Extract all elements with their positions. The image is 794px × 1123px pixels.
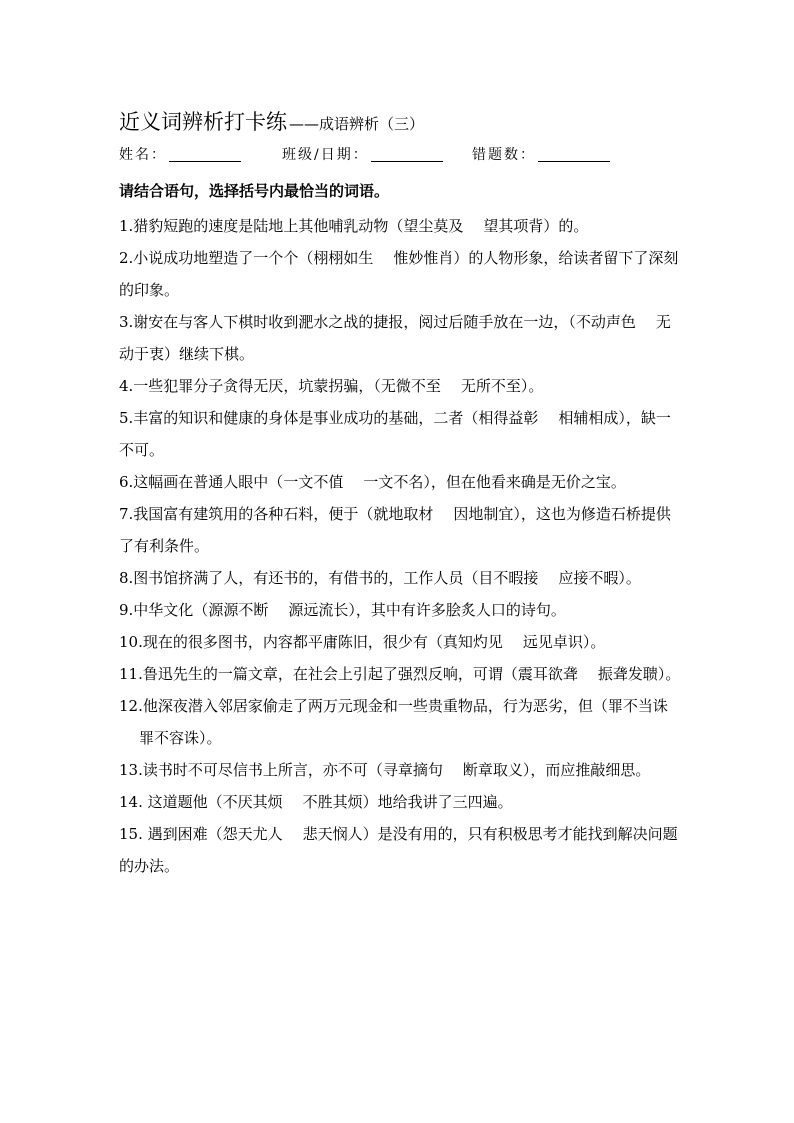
option-b: 无动于衷 [119, 313, 671, 363]
question-item [119, 658, 685, 690]
question-suffix: ）的人物形象，给读者留下了深刻的印象。 [119, 249, 679, 299]
question-suffix: ），而应推敲细思。 [522, 761, 651, 779]
option-b: 无所不至 [460, 377, 521, 395]
question-item [119, 754, 685, 786]
option-b: 源远流长 [288, 601, 349, 619]
question-prefix: 11.鲁迅先生的一篇文章，在社会上引起了强烈反响，可谓（ [119, 665, 518, 683]
option-a: 栩栩如生 [313, 249, 374, 267]
instruction-text: 请结合语句，选择括号内最恰当的词语。 [119, 182, 390, 200]
class-date-label: 班级/日期： [282, 147, 369, 163]
question-item [119, 690, 685, 754]
option-b: 罪不容诛 [139, 729, 200, 747]
question-suffix: ）继续下棋。 [164, 345, 255, 363]
errors-blank[interactable] [538, 147, 610, 162]
question-prefix: 5.丰富的知识和健康的身体是事业成功的基础，二者（ [119, 409, 479, 427]
question-item [119, 306, 685, 370]
page-title: 近义词辨析打卡练 [119, 110, 287, 134]
question-suffix: ）。 [520, 377, 544, 395]
question-item [119, 466, 685, 498]
option-a: 不动声色 [575, 313, 636, 331]
question-item [119, 626, 685, 658]
option-b: 惟妙惟肖 [393, 249, 454, 267]
question-prefix: 8.图书馆挤满了人，有还书的，有借书的，工作人员（ [119, 569, 479, 587]
name-label: 姓名： [119, 147, 167, 163]
question-item [119, 370, 685, 402]
question-prefix: 12.他深夜潜入邻居家偷走了两万元现金和一些贵重物品，行为恶劣，但（ [119, 697, 608, 715]
question-suffix: ）地给我讲了三四遍。 [362, 793, 513, 811]
page-subtitle: 成语辨析（三） [319, 115, 425, 133]
option-a: 目不暇接 [478, 569, 539, 587]
question-prefix: 7.我国富有建筑用的各种石料，便于（ [119, 505, 374, 523]
question-list [119, 210, 685, 882]
option-b: 不胜其烦 [302, 793, 363, 811]
question-suffix: ）是没有用的，只有积极思考才能找到解决问题的办法。 [119, 825, 678, 875]
option-b: 悲天悯人 [302, 825, 363, 843]
option-a: 无微不至 [380, 377, 441, 395]
worksheet-title [119, 104, 424, 142]
errors-field [472, 144, 610, 166]
question-item [119, 786, 685, 818]
question-prefix: 9.中华文化（ [119, 601, 209, 619]
question-suffix: ），其中有许多脍炙人口的诗句。 [348, 601, 566, 619]
question-suffix: ）。 [657, 665, 681, 683]
question-prefix: 14. 这道题他（ [119, 793, 223, 811]
question-prefix: 15. 遇到困难（ [119, 825, 223, 843]
option-b: 一文不名 [363, 473, 424, 491]
question-prefix: 1.猎豹短跑的速度是陆地上其他哺乳动物（ [119, 217, 404, 235]
question-suffix: ）。 [199, 729, 222, 747]
option-a: 罪不当诛 [607, 697, 668, 715]
question-item [119, 210, 685, 242]
option-b: 应接不暇 [558, 569, 619, 587]
question-prefix: 3.谢安在与客人下棋时收到淝水之战的捷报，阅过后随手放在一边，（ [119, 313, 576, 331]
option-a: 就地取材 [373, 505, 434, 523]
question-item [119, 594, 685, 626]
class-date-field [282, 144, 443, 166]
errors-label: 错题数： [472, 147, 536, 163]
option-a: 真知灼见 [442, 633, 503, 651]
question-prefix: 2.小说成功地塑造了一个个（ [119, 249, 314, 267]
option-a: 望尘莫及 [403, 217, 464, 235]
question-suffix: ），这也为修造石桥提供了有利条件。 [119, 505, 671, 555]
question-suffix: ），但在他看来确是无价之宝。 [423, 473, 626, 491]
question-item [119, 242, 685, 306]
option-a: 一文不值 [283, 473, 344, 491]
question-suffix: ）。 [618, 569, 641, 587]
option-b: 因地制宜 [453, 505, 514, 523]
option-a: 相得益彰 [478, 409, 539, 427]
name-blank[interactable] [169, 147, 241, 162]
option-a: 寻章摘句 [382, 761, 443, 779]
option-b: 相辅相成 [558, 409, 619, 427]
title-dash: —— [289, 115, 319, 133]
option-a: 源源不断 [208, 601, 269, 619]
name-field [119, 144, 241, 166]
option-b: 振聋发聩 [597, 665, 658, 683]
option-b: 远见卓识 [522, 633, 583, 651]
question-suffix: ）。 [582, 633, 606, 651]
question-prefix: 6.这幅画在普通人眼中（ [119, 473, 284, 491]
question-item [119, 818, 685, 882]
question-item [119, 498, 685, 562]
question-item [119, 562, 685, 594]
option-b: 望其项背 [483, 217, 544, 235]
class-date-blank[interactable] [371, 147, 443, 162]
option-a: 震耳欲聋 [517, 665, 578, 683]
question-suffix: ）的。 [543, 217, 589, 235]
option-a: 怨天尤人 [222, 825, 283, 843]
question-prefix: 13.读书时不可尽信书上所言，亦不可（ [119, 761, 383, 779]
option-a: 不厌其烦 [222, 793, 283, 811]
question-prefix: 4.一些犯罪分子贪得无厌，坑蒙拐骗，（ [119, 377, 381, 395]
question-item [119, 402, 685, 466]
question-prefix: 10.现在的很多图书，内容都平庸陈旧，很少有（ [119, 633, 443, 651]
option-b: 断章取义 [462, 761, 523, 779]
question-suffix: ），缺一不可。 [119, 409, 671, 459]
